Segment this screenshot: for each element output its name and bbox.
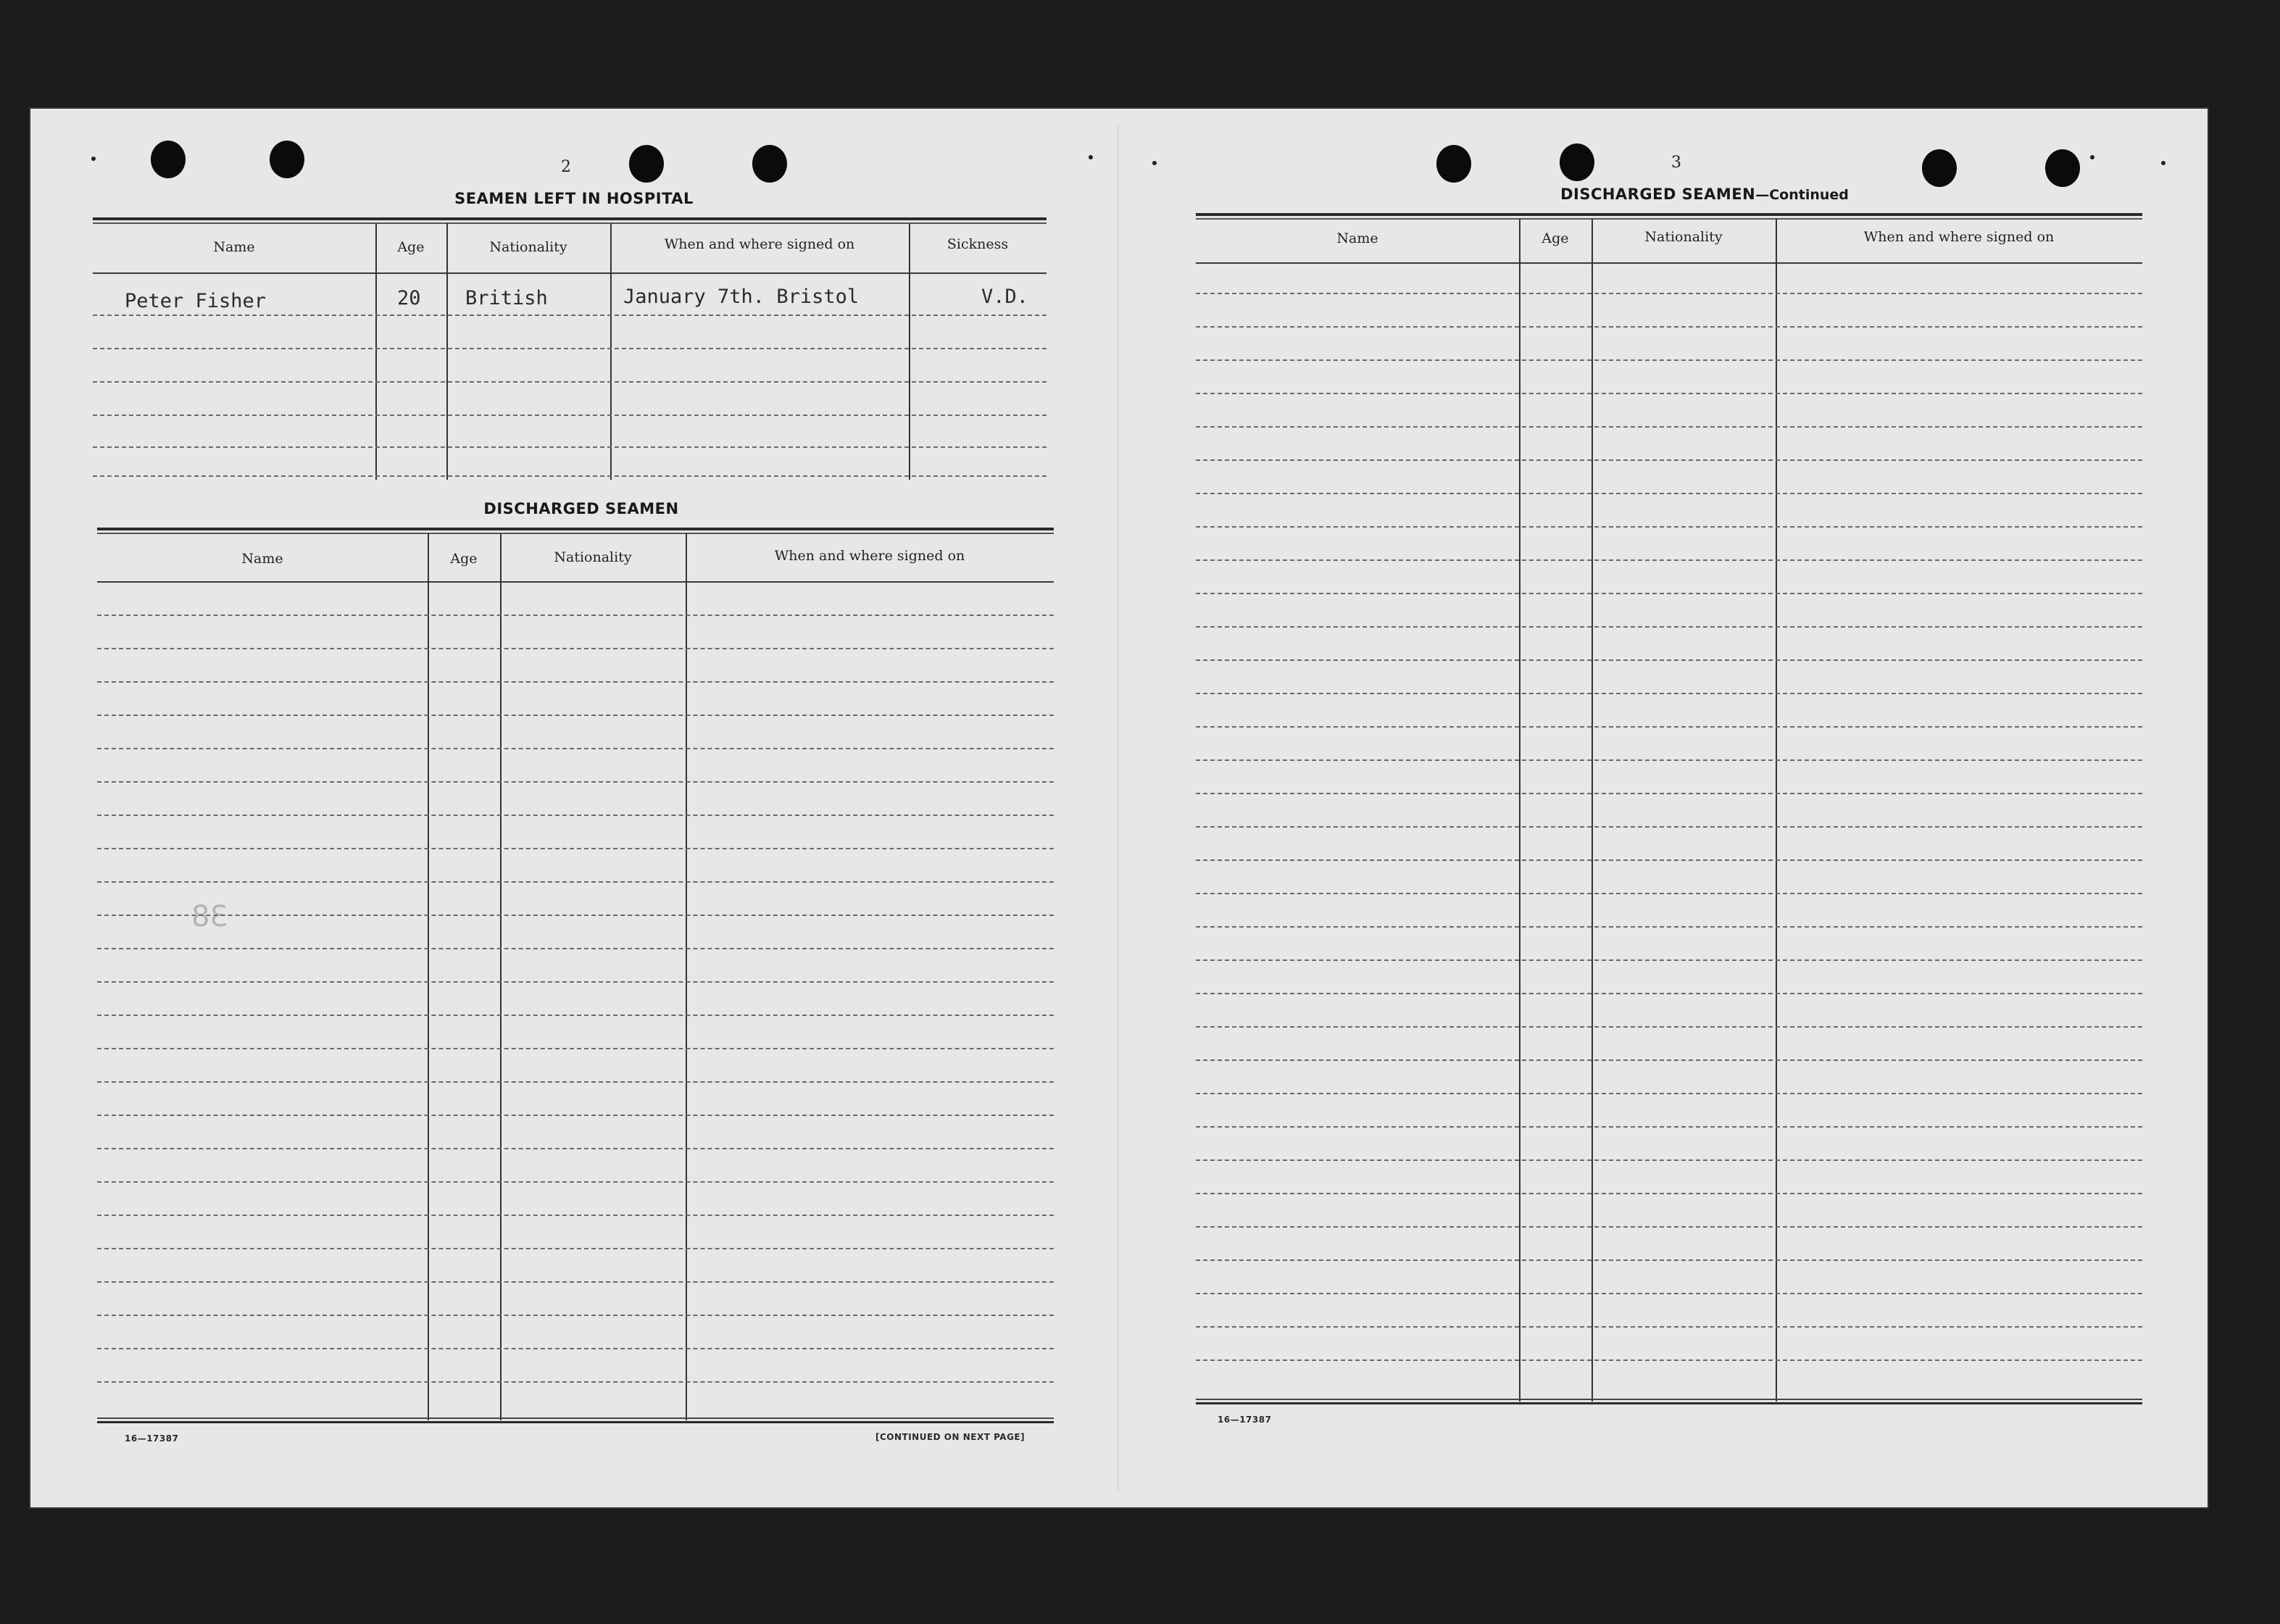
ink-speck	[2090, 155, 2094, 159]
hospital-section-title: SEAMEN LEFT IN HOSPITAL	[454, 190, 694, 207]
column-divider	[500, 533, 502, 1420]
table-row-line	[1196, 693, 2142, 694]
col-header-age: Age	[450, 551, 478, 567]
table-row-line	[1196, 926, 2142, 928]
page-number-right: 3	[1671, 154, 1681, 172]
discharged-continued-title-text: DISCHARGED SEAMEN	[1560, 186, 1756, 203]
col-header-signed-on: When and where signed on	[1863, 229, 2055, 245]
table-row-line	[1196, 1126, 2142, 1128]
table-row-line	[97, 681, 1054, 683]
table-row-line	[97, 848, 1054, 849]
table-row-line	[1196, 1226, 2142, 1228]
col-header-nationality: Nationality	[489, 239, 567, 255]
entry-age: 20	[397, 287, 421, 309]
col-header-nationality: Nationality	[554, 549, 632, 565]
punch-hole	[1922, 149, 1957, 187]
column-divider	[1776, 219, 1777, 1402]
table-row-line	[97, 881, 1054, 883]
table-row-line	[97, 715, 1054, 716]
column-divider	[610, 223, 612, 480]
table-row-line	[1196, 659, 2142, 661]
discharged-continued-title	[1473, 186, 1936, 203]
table-row-line	[93, 446, 1047, 448]
continued-note: [CONTINUED ON NEXT PAGE]	[875, 1432, 1025, 1442]
hospital-table	[93, 217, 1047, 480]
col-header-signed-on: When and where signed on	[774, 548, 965, 564]
column-divider	[428, 533, 429, 1420]
table-row-line	[97, 1181, 1054, 1183]
table-row-line	[97, 781, 1054, 783]
header-divider	[97, 581, 1054, 583]
table-row-line	[1196, 893, 2142, 894]
page-spine	[1118, 123, 1119, 1493]
table-row-line	[1196, 293, 2142, 294]
punch-hole	[629, 145, 664, 183]
column-divider	[375, 223, 377, 480]
table-bottom-rule	[97, 1417, 1054, 1423]
col-header-name: Name	[241, 551, 283, 567]
punch-hole	[151, 141, 186, 178]
continued-suffix: —Continued	[1755, 187, 1849, 203]
table-row-line	[1196, 1259, 2142, 1261]
table-row-line	[1196, 1059, 2142, 1061]
table-row-line	[1196, 493, 2142, 494]
table-row-line	[97, 748, 1054, 749]
table-row-line	[1196, 859, 2142, 861]
form-number-right: 16—17387	[1218, 1415, 1272, 1425]
table-row-line	[97, 1148, 1054, 1149]
document-sheet	[30, 109, 2208, 1507]
table-row-line	[97, 1381, 1054, 1383]
discharged-section-title: DISCHARGED SEAMEN	[483, 500, 679, 517]
col-header-name: Name	[1336, 230, 1378, 246]
ink-speck	[1089, 155, 1093, 159]
header-divider	[93, 272, 1047, 274]
table-top-rule	[1196, 213, 2142, 220]
table-row-line	[97, 1015, 1054, 1016]
entry-name: Peter Fisher	[125, 290, 267, 312]
table-row-line	[1196, 393, 2142, 394]
table-row-line	[97, 1215, 1054, 1216]
table-row-line	[1196, 959, 2142, 961]
ink-speck	[2161, 161, 2165, 165]
table-row-line	[93, 348, 1047, 349]
table-row-line	[1196, 1326, 2142, 1328]
table-row-line	[1196, 526, 2142, 528]
table-row-line	[93, 381, 1047, 383]
table-row-line	[1196, 1159, 2142, 1161]
ink-speck	[91, 157, 96, 161]
table-row-line	[1196, 1359, 2142, 1361]
table-row-line	[97, 1315, 1054, 1316]
col-header-age: Age	[1542, 230, 1569, 246]
column-divider	[446, 223, 448, 480]
table-row-line	[1196, 726, 2142, 728]
table-row-line	[93, 475, 1047, 477]
table-row-line	[97, 915, 1054, 916]
table-row-line	[97, 1048, 1054, 1049]
col-header-nationality: Nationality	[1644, 229, 1723, 245]
punch-hole	[1560, 143, 1594, 181]
table-row-line	[1196, 793, 2142, 794]
column-divider	[909, 223, 910, 480]
table-row-line	[97, 1348, 1054, 1349]
column-divider	[1519, 219, 1520, 1402]
entry-nationality: British	[465, 287, 548, 309]
table-row-line	[1196, 759, 2142, 761]
table-row-line	[97, 615, 1054, 616]
punch-hole	[752, 145, 787, 183]
faint-margin-mark: 38	[191, 900, 228, 933]
table-row-line	[93, 415, 1047, 416]
table-row-line	[1196, 559, 2142, 561]
table-row-line	[1196, 1026, 2142, 1028]
column-divider	[686, 533, 687, 1420]
discharged-table-right	[1196, 213, 2142, 1404]
column-divider	[1592, 219, 1593, 1402]
col-header-name: Name	[213, 239, 255, 255]
table-row-line	[97, 948, 1054, 949]
table-row-line	[1196, 1193, 2142, 1194]
col-header-age: Age	[397, 239, 425, 255]
table-row-line	[1196, 1093, 2142, 1094]
header-divider	[1196, 262, 2142, 264]
table-row-line	[93, 315, 1047, 316]
page-number-left: 2	[561, 158, 571, 176]
table-row-line	[1196, 993, 2142, 994]
table-row-line	[97, 1281, 1054, 1283]
col-header-sickness: Sickness	[946, 236, 1009, 252]
table-row-line	[1196, 826, 2142, 828]
discharged-table-left	[97, 528, 1054, 1423]
entry-signed-on: January 7th. Bristol	[623, 286, 860, 308]
table-row-line	[1196, 1293, 2142, 1294]
table-row-line	[1196, 359, 2142, 361]
table-row-line	[97, 1081, 1054, 1083]
table-row-line	[1196, 626, 2142, 628]
punch-hole	[1436, 145, 1471, 183]
table-row-line	[97, 815, 1054, 816]
punch-hole	[270, 141, 304, 178]
table-row-line	[1196, 326, 2142, 328]
table-row-line	[1196, 459, 2142, 461]
table-row-line	[97, 981, 1054, 983]
table-row-line	[1196, 593, 2142, 594]
table-top-rule	[97, 528, 1054, 534]
entry-sickness: V.D.	[981, 286, 1029, 308]
table-row-line	[1196, 426, 2142, 428]
table-row-line	[97, 1115, 1054, 1116]
form-number-left: 16—17387	[125, 1433, 179, 1444]
table-bottom-rule	[1196, 1399, 2142, 1404]
table-row-line	[97, 1248, 1054, 1249]
punch-hole	[2045, 149, 2080, 187]
col-header-signed-on: When and where signed on	[664, 236, 855, 252]
table-top-rule	[93, 217, 1047, 224]
ink-speck	[1152, 161, 1157, 165]
table-row-line	[97, 648, 1054, 649]
